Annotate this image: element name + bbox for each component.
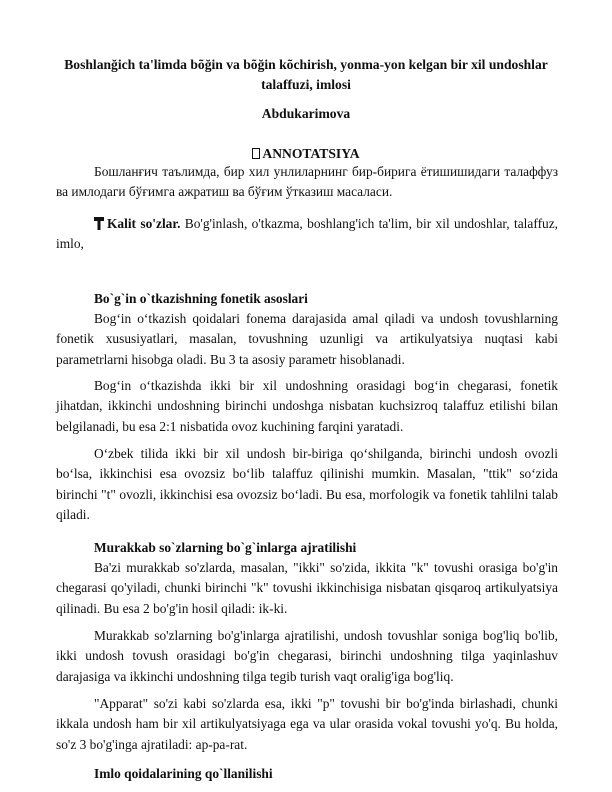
paragraph: "Apparat" so'zi kabi so'zlarda esa, ikki "p" tovushi bir bo'g'inda birlashadi, chunki ikkala undosh ham bir xil artikulyatsiyaga ega va ular orasida vokal tovushi yo'q. Bu holda, so'z 3 bo'g'inga ajratiladi: ap-pa-rat. <box>56 696 558 752</box>
missing-glyph-icon <box>252 148 260 159</box>
section-heading: Bo`g`in o`tkazishning fonetik asoslari <box>94 291 308 306</box>
section-heading: Murakkab so`zlarning bo`g`inlarga ajratilishi <box>94 540 357 555</box>
paragraph: Bog‘in o‘tkazishda ikki bir xil undoshning orasidagi bog‘in chegarasi, fonetik jihatdan, ikkinchi undoshning birinchi undoshga nisbatan kuchsizroq talaffuz etilishi bilan belgilanadi, bu esa 2:1 nisbatida ovoz kuchining farqini yaratadi. <box>56 378 558 434</box>
section-heading: Imlo qoidalarining qo`llanilishi <box>94 766 273 781</box>
keywords-paragraph <box>56 214 558 255</box>
paragraph: Ba'zi murakkab so'zlarda, masalan, "ikki" so'zida, ikkita "k" tovushi orasiga bo'g'in chegarasi qo'yiladi, chunki birinchi "k" tovushi ikkinchisiga nisbatan qisqaroq artikulyatsiya qilinadi. Bu esa 2 bo'g'in hosil qiladi: ik-ki. <box>56 560 558 616</box>
keywords-text: Bo'g'inlash, o'tkazma, boshlang'ich ta'lim, bir xil undoshlar, talaffuz, imlo, <box>56 216 559 252</box>
author-name: Abdukarimova <box>261 106 351 121</box>
pin-icon <box>94 217 104 230</box>
document-title: Boshlanğich ta'limda bõğin va bõğin kõchirish, yonma-yon kelgan bir xil undoshlar talaffuzi, imlosi <box>64 57 548 92</box>
annotation-heading: ANNOTATSIYA <box>262 146 360 161</box>
paragraph: Bog‘in o‘tkazish qoidalari fonema darajasida amal qiladi va undosh tovushlarning fonetik xususiyatlari, masalan, tovushning uzunligi va artikulyatsiya nuqtasi kabi parametrlarni hisobga oladi. Bu 3 ta asosiy parametr hisoblanadi. <box>56 311 558 367</box>
keywords-label: Kalit so'zlar. <box>107 216 181 231</box>
paragraph: Murakkab so'zlarning bo'g'inlarga ajratilishi, undosh tovushlar soniga bog'liq bo'lib, ikki undosh tovush orasidagi bo'g'in chegarasi, birinchi undoshning tilga yaqinlashuv darajasiga va ikkinchi undoshning tilga tegib turish vaqt oralig'iga bog'liq. <box>56 628 558 684</box>
paragraph: O‘zbek tilida ikki bir xil undosh bir-biriga qo‘shilganda, birinchi undosh ovozli bo‘lsa, ikkinchisi esa ovozsiz bo‘lib talaffuz qilinishi mumkin. Masalan, "ttik" so‘zida birinchi "t" ovozli, ikkinchisi esa ovozsiz bo‘ladi. Bu esa, morfologik va fonetik tahlilni talab qiladi. <box>56 446 558 522</box>
annotation-text: Бошланғич таълимда, бир хил унлиларнинг бир-бирига ётишишидаги талаффуз ва имлодаги бўғимга ажратиш ва бўғим ўтказиш масаласи. <box>56 164 558 200</box>
annotation-heading-row <box>52 146 560 162</box>
